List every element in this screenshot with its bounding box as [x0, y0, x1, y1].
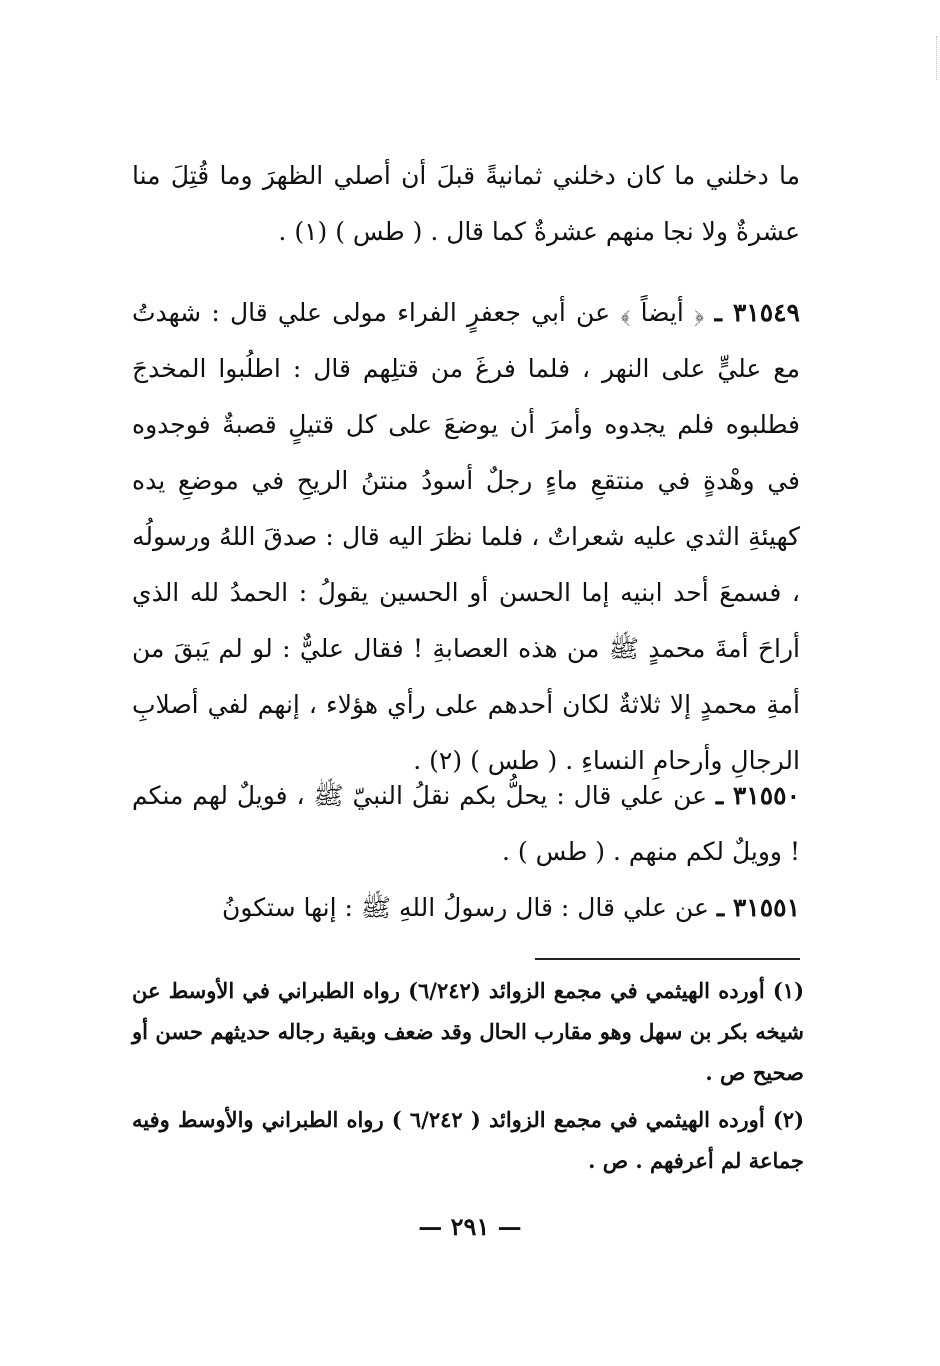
- hadith-entry-31550: [132, 768, 800, 880]
- footnote-separator: [535, 958, 800, 960]
- continuation-paragraph: [132, 148, 800, 260]
- entry-text: ﴿ أيضاً ﴾ عن أبي جعفرٍ الفراء مولى علي قال : شهدتُ مع عليٍّ على النهر ، فلما فرغَ من قتلِهم قال : اطلُبوا المخدجَ فطلبوه فلم يجدوه وأمرَ أن يوضعَ على كل قتيلٍ قصبةٌ فوجدوه في وهْدةٍ في منتقعِ ماءٍ رجلٌ أسودُ منتنُ الريحِ في موضعِ يده كهيئةِ الثدي عليه شعراتٌ ، فلما نظرَ اليه قال : صدقَ اللهُ ورسولُه ، فسمعَ أحد ابنيه إما الحسن أو الحسين يقولُ : الحمدُ لله الذي أراحَ أمةَ محمدٍ ﷺ من هذه العصابةِ ! فقال عليٌّ : لو لم يَبقَ من أمةِ محمدٍ إلا ثلاثةٌ لكان أحدهم على رأي هؤلاء ، إنهم لفي أصلابِ الرجالِ وأرحامِ النساءِ . ( طس ): [132, 298, 800, 775]
- footnotes-section: [132, 970, 804, 1187]
- entry-text: عن علي قال : قال رسولُ اللهِ ﷺ : إنها ستكونُ: [221, 893, 709, 922]
- hadith-entry-31549: [132, 285, 800, 789]
- continuation-text: ما دخلني ما كان دخلني ثمانيةً قبلَ أن أصلي الظهرَ وما قُتِلَ منا عشرةٌ ولا نجا منهم عشرةٌ كما قال . ( طس ): [132, 161, 800, 246]
- footnote-2: [132, 1099, 804, 1181]
- footnote-marker: (٢): [772, 1107, 804, 1132]
- entry-text: عن علي قال : يحلُّ بكم نقلُ النبيّ ﷺ ، فويلٌ لهم منكم ! وويلٌ لكم منهم . ( طس ) .: [132, 781, 800, 866]
- page-number: — ٢٩١ —: [418, 1212, 522, 1241]
- hadith-entries-end: [132, 768, 800, 936]
- entry-number: ٣١٥٤٩ ـ: [714, 298, 800, 327]
- footnote-text: أورده الهيثمي في مجمع الزوائد (٦/٢٤٢) رواه الطبراني في الأوسط عن شيخه بكر بن سهل وهو مقارب الحال وقد ضعف وبقية رجاله حديثهم حسن أو صحيح ص .: [132, 978, 804, 1085]
- footnote-marker: (١): [772, 978, 805, 1003]
- hadith-entry-31551: [132, 880, 800, 936]
- entry-number: ٣١٥٥١ ـ: [716, 893, 800, 922]
- entry-number: ٣١٥٥٠ ـ: [715, 781, 800, 810]
- scan-edge-mark: [936, 36, 940, 80]
- footnote-text: أورده الهيثمي في مجمع الزوائد ( ٦/٢٤٢ ) رواه الطبراني والأوسط وفيه جماعة لم أعرفهم . ص .: [132, 1107, 804, 1173]
- footnote-reference-2: (٢) .: [413, 746, 463, 775]
- footnote-reference-1: (١) .: [278, 217, 328, 246]
- footnote-1: [132, 970, 804, 1093]
